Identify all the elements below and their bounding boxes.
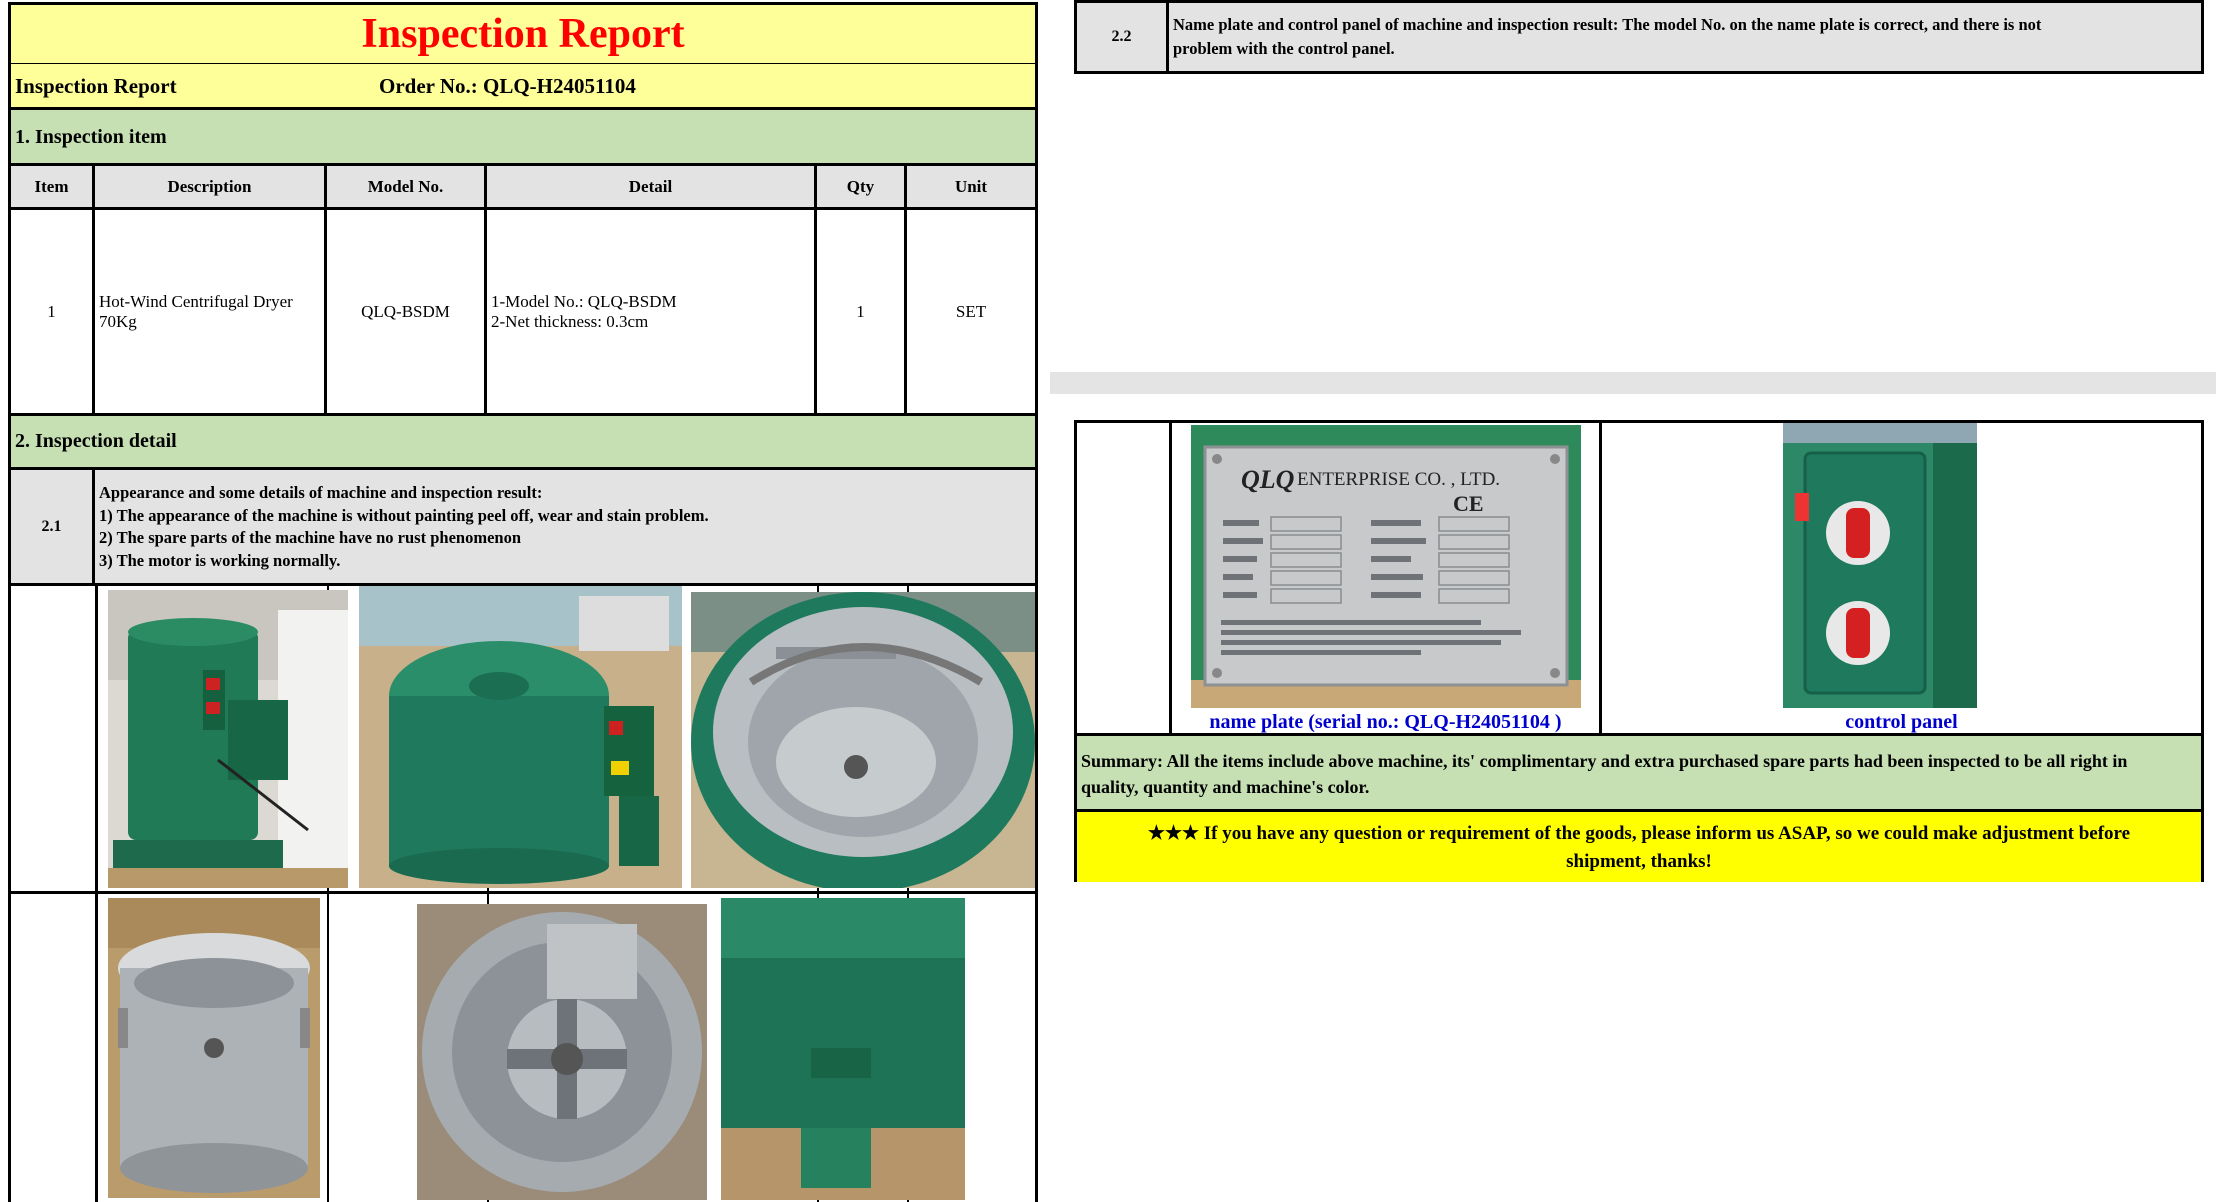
- machine-closeup-photo: [721, 898, 965, 1200]
- item-2-1-line-3: 2) The spare parts of the machine have no rust phenomenon: [99, 528, 521, 547]
- item-2-1-line-4: 3) The motor is working normally.: [99, 550, 341, 570]
- summary-line-1: Summary: All the items include above machine, its' complimentary and extra purchased spare parts had been inspected to be all right in: [1081, 751, 2128, 771]
- notice-row: [1074, 812, 2204, 882]
- detail-line-2: 2-Net thickness: 0.3cm: [491, 311, 649, 331]
- basket-photo: [108, 898, 320, 1198]
- cell-detail: [487, 210, 817, 413]
- item-2-2-text: [1173, 13, 2198, 61]
- nameplate-ce-mark: CE: [1453, 491, 1484, 516]
- item-2-2-line-1: Name plate and control panel of machine and inspection result: The model No. on the name plate is correct, and there is not: [1173, 15, 2042, 34]
- nameplate-caption: name plate (serial no.: QLQ-H24051104 ): [1209, 711, 1562, 733]
- photo-grid: [8, 586, 1038, 1202]
- item-2-2-line-2: problem with the control panel.: [1173, 39, 1395, 58]
- cell-item: 1: [11, 210, 95, 413]
- nameplate-photo-table: [1074, 420, 2204, 736]
- summary-line-2: quality, quantity and machine's color.: [1081, 777, 1370, 797]
- control-panel-photo: [1783, 423, 1977, 708]
- section-2-heading: [8, 416, 1038, 470]
- description-line-1: Hot-Wind Centrifugal Dryer: [99, 291, 293, 311]
- summary-row: [1074, 736, 2204, 812]
- section-1-heading: [8, 110, 1038, 166]
- page-separator: [1050, 372, 2216, 394]
- item-2-1-text: [99, 482, 1029, 572]
- left-page: [8, 2, 1038, 1200]
- table-header: [8, 166, 1038, 210]
- grid-line-vertical: [1169, 423, 1172, 739]
- machine-top-photo: [359, 586, 682, 888]
- machine-side-photo: [108, 590, 348, 888]
- col-header-description: Description: [95, 166, 327, 207]
- summary-text: [1081, 748, 2201, 800]
- cell-unit: SET: [955, 301, 987, 321]
- order-number: Order No.: QLQ-H24051104: [379, 74, 636, 98]
- grid-line-vertical: [1599, 423, 1602, 739]
- col-header-unit: Unit: [954, 176, 988, 196]
- col-header-item: Item: [11, 166, 95, 207]
- section-2-heading-text: 2. Inspection detail: [15, 430, 177, 452]
- table-row: [8, 210, 1038, 416]
- col-header-qty: Qty: [817, 166, 907, 207]
- cell-description: [95, 210, 327, 413]
- section-1-heading-text: 1. Inspection item: [15, 126, 167, 148]
- report-title: Inspection Report: [361, 11, 685, 57]
- cell-model: QLQ-BSDM: [327, 210, 487, 413]
- notice-line-2: shipment, thanks!: [1566, 851, 1712, 872]
- cell-qty: 1: [817, 210, 907, 413]
- fan-interior-photo: [417, 904, 707, 1200]
- nameplate-company: ENTERPRISE CO. , LTD.: [1297, 469, 1501, 490]
- item-2-1-line-2: 1) The appearance of the machine is without painting peel off, wear and stain problem.: [99, 505, 709, 525]
- col-header-detail: Detail: [487, 166, 817, 207]
- order-header: [8, 64, 1038, 110]
- grid-line-horizontal: [11, 891, 1035, 894]
- inspection-2-2: [1074, 0, 2204, 74]
- inspection-2-1: [8, 470, 1038, 586]
- grid-line-vertical: [95, 586, 98, 1202]
- notice-text: [1077, 820, 2201, 876]
- notice-line-1: ★★★ If you have any question or requirement of the goods, please inform us ASAP, so we could make adjustment before: [1147, 823, 2131, 844]
- item-2-2-number: 2.2: [1077, 3, 1169, 71]
- col-header-model: Model No.: [327, 166, 487, 207]
- report-title-bar: [8, 2, 1038, 66]
- description-line-2: 70Kg: [99, 311, 137, 331]
- drum-interior-photo: [691, 592, 1035, 888]
- control-panel-caption: control panel: [1845, 711, 1958, 733]
- header-left-label: Inspection Report: [15, 74, 177, 98]
- item-2-1-line-1: Appearance and some details of machine and inspection result:: [99, 483, 543, 502]
- detail-line-1: 1-Model No.: QLQ-BSDM: [491, 291, 677, 311]
- item-2-1-number: 2.1: [11, 470, 95, 583]
- nameplate-photo: [1191, 425, 1581, 708]
- nameplate-brand: QLQ: [1241, 465, 1295, 494]
